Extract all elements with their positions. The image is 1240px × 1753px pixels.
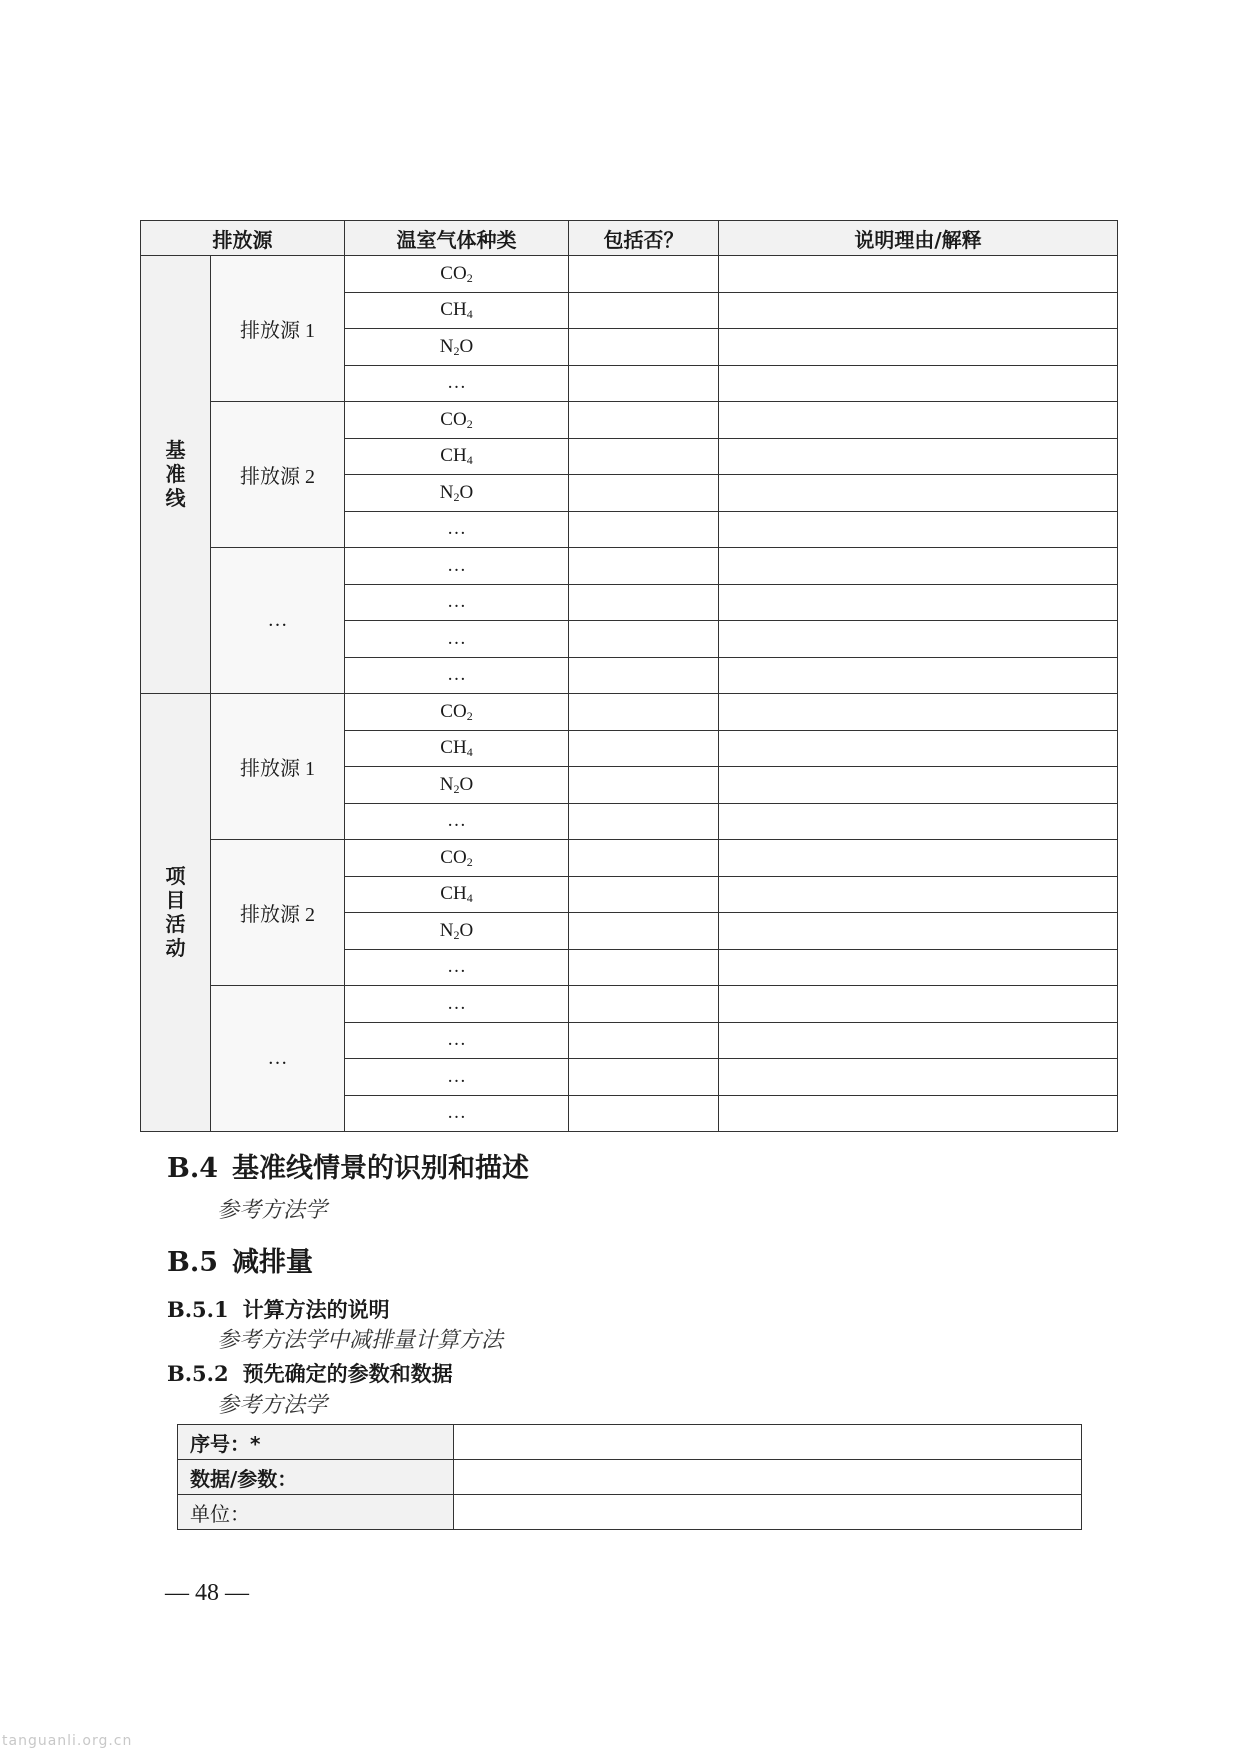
justification-cell[interactable] <box>719 329 1118 366</box>
page-number: — 48 — <box>165 1580 249 1606</box>
included-cell[interactable] <box>569 986 719 1023</box>
justification-cell[interactable] <box>719 876 1118 913</box>
group-label-cell <box>141 694 211 1132</box>
included-cell[interactable] <box>569 913 719 950</box>
section-b4-note: 参考方法学 <box>217 1198 328 1223</box>
justification-cell[interactable] <box>719 694 1118 731</box>
table-row <box>141 548 1118 585</box>
justification-cell[interactable] <box>719 438 1118 475</box>
section-b4-heading <box>167 1146 529 1185</box>
gas-type: … <box>345 657 569 694</box>
gas-type: $N_2O$ <box>345 329 569 366</box>
table-row <box>141 840 1118 877</box>
source-name: … <box>211 548 345 694</box>
source-name: 排放源 1 <box>211 256 345 402</box>
gas-type: … <box>345 1059 569 1096</box>
gas-type: … <box>345 365 569 402</box>
justification-cell[interactable] <box>719 402 1118 439</box>
gas-type: $CO_2$ <box>345 694 569 731</box>
gas-type: $N_2O$ <box>345 913 569 950</box>
table-row <box>141 256 1118 293</box>
group-label: 项目活动 <box>165 864 186 960</box>
table-body <box>141 256 1118 1132</box>
section-title: 基准线情景的识别和描述 <box>232 1153 530 1184</box>
section-b52-note: 参考方法学 <box>217 1393 328 1418</box>
justification-cell[interactable] <box>719 584 1118 621</box>
gas-type: … <box>345 511 569 548</box>
source-name: … <box>211 986 345 1132</box>
gas-type: $CH_4$ <box>345 876 569 913</box>
justification-cell[interactable] <box>719 511 1118 548</box>
gas-type: … <box>345 548 569 585</box>
included-cell[interactable] <box>569 949 719 986</box>
gas-type: … <box>345 986 569 1023</box>
section-b51-note: 参考方法学中减排量计算方法 <box>217 1328 504 1353</box>
included-cell[interactable] <box>569 438 719 475</box>
param-label: 数据/参数： <box>178 1460 454 1495</box>
justification-cell[interactable] <box>719 475 1118 512</box>
included-cell[interactable] <box>569 1059 719 1096</box>
section-b5-heading <box>167 1240 313 1279</box>
justification-cell[interactable] <box>719 621 1118 658</box>
included-cell[interactable] <box>569 840 719 877</box>
section-number: B.4 <box>167 1153 219 1184</box>
gas-type: … <box>345 803 569 840</box>
included-cell[interactable] <box>569 292 719 329</box>
table-row <box>141 694 1118 731</box>
table-row <box>178 1425 1082 1460</box>
included-cell[interactable] <box>569 511 719 548</box>
section-title: 减排量 <box>232 1247 314 1278</box>
table-row <box>178 1495 1082 1530</box>
section-b51-heading <box>167 1294 390 1324</box>
included-cell[interactable] <box>569 365 719 402</box>
parameter-table <box>177 1424 1082 1530</box>
gas-type: $N_2O$ <box>345 767 569 804</box>
gas-type: $CH_4$ <box>345 730 569 767</box>
justification-cell[interactable] <box>719 913 1118 950</box>
section-title: 预先确定的参数和数据 <box>242 1361 453 1386</box>
included-cell[interactable] <box>569 1022 719 1059</box>
gas-type: … <box>345 584 569 621</box>
gas-type: $CO_2$ <box>345 256 569 293</box>
justification-cell[interactable] <box>719 949 1118 986</box>
justification-cell[interactable] <box>719 840 1118 877</box>
param-value[interactable] <box>454 1425 1082 1460</box>
included-cell[interactable] <box>569 876 719 913</box>
justification-cell[interactable] <box>719 365 1118 402</box>
included-cell[interactable] <box>569 767 719 804</box>
justification-cell[interactable] <box>719 256 1118 293</box>
section-number: B.5 <box>167 1247 219 1278</box>
watermark: tanguanli.org.cn <box>2 1733 133 1749</box>
included-cell[interactable] <box>569 1095 719 1132</box>
header-gas-type: 温室气体种类 <box>345 221 569 256</box>
justification-cell[interactable] <box>719 986 1118 1023</box>
justification-cell[interactable] <box>719 1095 1118 1132</box>
emission-sources-table <box>140 220 1118 1132</box>
included-cell[interactable] <box>569 803 719 840</box>
source-name: 排放源 2 <box>211 840 345 986</box>
justification-cell[interactable] <box>719 803 1118 840</box>
gas-type: $CH_4$ <box>345 292 569 329</box>
group-label: 基准线 <box>165 438 186 510</box>
included-cell[interactable] <box>569 584 719 621</box>
included-cell[interactable] <box>569 402 719 439</box>
param-value[interactable] <box>454 1460 1082 1495</box>
table-row <box>178 1460 1082 1495</box>
section-title: 计算方法的说明 <box>242 1297 390 1322</box>
param-label: 序号：* <box>178 1425 454 1460</box>
table-row <box>141 402 1118 439</box>
justification-cell[interactable] <box>719 657 1118 694</box>
justification-cell[interactable] <box>719 730 1118 767</box>
gas-type: $CO_2$ <box>345 402 569 439</box>
section-number: B.5.2 <box>167 1361 229 1386</box>
param-label: 单位： <box>178 1495 454 1530</box>
gas-type: $CO_2$ <box>345 840 569 877</box>
included-cell[interactable] <box>569 475 719 512</box>
source-name: 排放源 2 <box>211 402 345 548</box>
gas-type: $N_2O$ <box>345 475 569 512</box>
section-b52-heading <box>167 1358 453 1388</box>
gas-type: … <box>345 1022 569 1059</box>
header-included: 包括否？ <box>569 221 719 256</box>
justification-cell[interactable] <box>719 1059 1118 1096</box>
gas-type: … <box>345 949 569 986</box>
justification-cell[interactable] <box>719 1022 1118 1059</box>
included-cell[interactable] <box>569 621 719 658</box>
justification-cell[interactable] <box>719 548 1118 585</box>
gas-type: … <box>345 621 569 658</box>
param-value[interactable] <box>454 1495 1082 1530</box>
included-cell[interactable] <box>569 329 719 366</box>
included-cell[interactable] <box>569 657 719 694</box>
section-number: B.5.1 <box>167 1297 229 1322</box>
table-row <box>141 986 1118 1023</box>
included-cell[interactable] <box>569 730 719 767</box>
header-justification: 说明理由/解释 <box>719 221 1118 256</box>
group-label-cell <box>141 256 211 694</box>
table-header-row <box>141 221 1118 256</box>
included-cell[interactable] <box>569 256 719 293</box>
justification-cell[interactable] <box>719 292 1118 329</box>
gas-type: … <box>345 1095 569 1132</box>
included-cell[interactable] <box>569 694 719 731</box>
gas-type: $CH_4$ <box>345 438 569 475</box>
included-cell[interactable] <box>569 548 719 585</box>
header-emission-source: 排放源 <box>141 221 345 256</box>
source-name: 排放源 1 <box>211 694 345 840</box>
justification-cell[interactable] <box>719 767 1118 804</box>
